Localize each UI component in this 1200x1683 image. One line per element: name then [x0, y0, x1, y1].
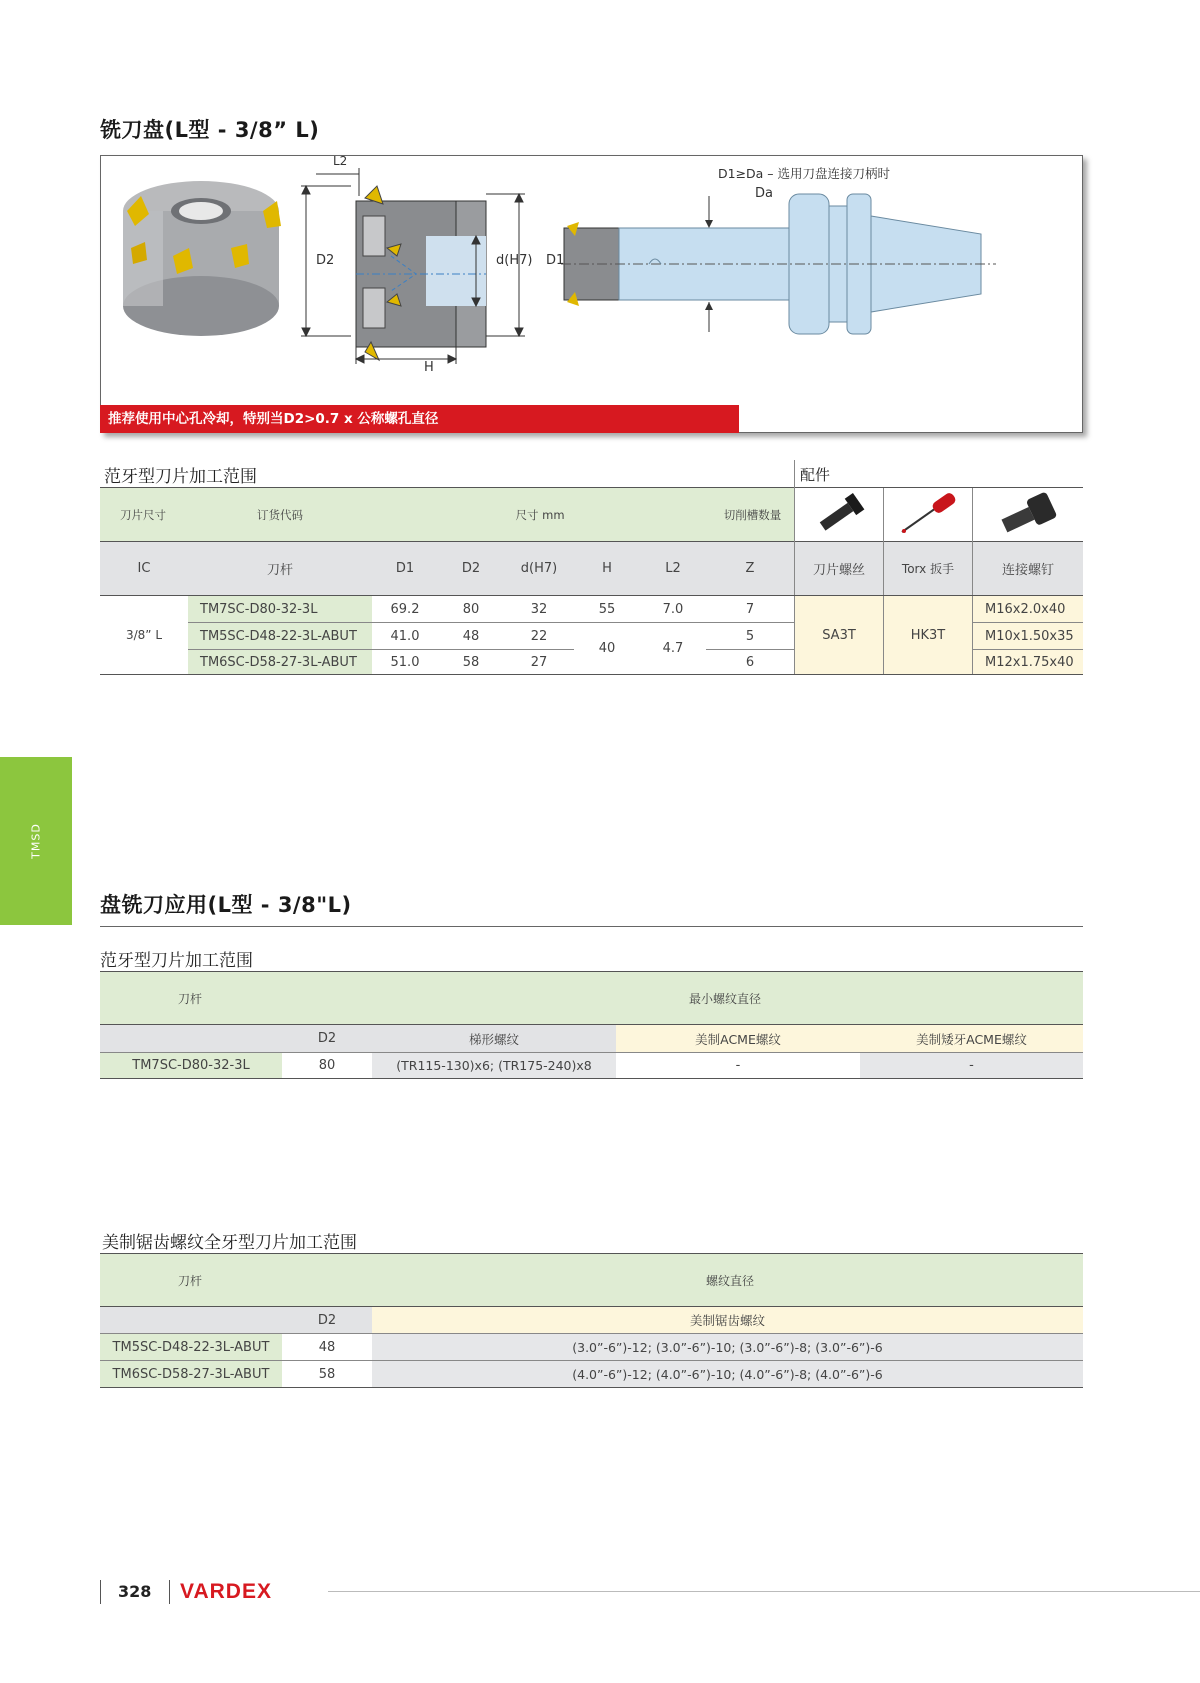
header-flutes: 切削槽数量: [723, 508, 782, 522]
col-d2: D2: [461, 560, 481, 576]
torx-wrench-icon: [883, 488, 972, 541]
label-dh7: d(H7): [496, 253, 533, 268]
table1-bottom-rule: [100, 674, 1083, 675]
row-sep-2b: [706, 649, 794, 650]
row23-h: 40: [598, 641, 616, 656]
row-sep-2c: [972, 649, 1083, 650]
label-h: H: [424, 360, 434, 375]
table3-header-thread-diam: 螺纹直径: [705, 1273, 754, 1288]
section2-rule: [100, 926, 1083, 927]
table1-subtitle: 范牙型刀片加工范围: [104, 467, 257, 487]
col-h: H: [602, 560, 612, 576]
page-number: 328: [118, 1582, 152, 1601]
footer-divider-left: [100, 1580, 101, 1604]
cross-section-drawing: [301, 168, 525, 364]
col-screw: 刀片螺丝: [794, 541, 883, 595]
table3-row2-buttress: (4.0”-6”)-12; (4.0”-6”)-10; (4.0”-6”)-8; (4.0”-6”)-6: [372, 1361, 1083, 1387]
milling-cutter-drawing: [101, 156, 1082, 432]
table3-row1-buttress: (3.0”-6”)-12; (3.0”-6”)-10; (3.0”-6”)-8; (3.0”-6”)-6: [372, 1334, 1083, 1360]
row3-d1: 51.0: [390, 654, 420, 670]
col-l2: L2: [665, 560, 681, 576]
table2-bottom-rule: [100, 1078, 1083, 1079]
table2-col-stub-acme: 美制矮牙ACME螺纹: [860, 1025, 1083, 1052]
table2-row1-acme: -: [735, 1058, 741, 1073]
table3-header-band: [100, 1254, 1083, 1306]
row1-l2: 7.0: [662, 601, 684, 617]
table1-header-band: [100, 488, 794, 541]
table2-header-holder: 刀杆: [177, 991, 202, 1006]
row-sep-1: [188, 622, 706, 623]
row3-d2: 58: [462, 654, 480, 670]
cutter-photo-icon: [123, 181, 281, 336]
table2-row1-d2: 80: [318, 1058, 336, 1073]
label-l2: L2: [333, 154, 348, 168]
table2-row1-stub-acme: -: [860, 1053, 1083, 1078]
coolant-banner: 推荐使用中心孔冷却，特别当D2>0.7 x 公称螺孔直径: [100, 405, 739, 433]
row1-d1: 69.2: [390, 601, 420, 617]
col-z: Z: [745, 560, 755, 576]
table2-col-acme: 美制ACME螺纹: [616, 1025, 860, 1052]
row1-dh7: 32: [530, 601, 548, 617]
table3-row2-holder: TM6SC-D58-27-3L-ABUT: [100, 1361, 282, 1387]
row-sep-1b: [706, 622, 794, 623]
table3-col-buttress: 美制锯齿螺纹: [372, 1307, 1083, 1333]
side-tab: [0, 757, 72, 925]
accessories-title: 配件: [800, 466, 831, 484]
row2-d1: 41.0: [390, 628, 420, 644]
holder-assembly-drawing: [561, 194, 996, 334]
footer-rule: [328, 1591, 1200, 1592]
row23-l2: 4.7: [662, 641, 684, 656]
table1-accessory-divider: [794, 460, 795, 488]
row-sep-2: [188, 649, 574, 650]
vardex-logo-text: VARDEX: [180, 1580, 272, 1603]
label-d1: D1: [546, 253, 565, 268]
table2-col-d2: D2: [282, 1025, 372, 1052]
table3-row2-d2: 58: [318, 1366, 336, 1382]
row3-conn: M12x1.75x40: [972, 650, 1083, 674]
side-tab-label: TMSD: [29, 823, 43, 859]
label-da: Da: [755, 186, 773, 201]
row1-z: 7: [745, 601, 755, 617]
screw-icon: [794, 488, 883, 541]
table2-col-trapezoidal: 梯形螺纹: [372, 1025, 616, 1052]
row2-z: 5: [745, 628, 755, 644]
wrench-value: HK3T: [883, 596, 972, 674]
section1-title: 铣刀盘(L型 - 3/8” L): [100, 118, 320, 142]
row1-d2: 80: [462, 601, 480, 617]
header-order-code: 订货代码: [257, 508, 303, 522]
header-dims: 尺寸 mm: [515, 508, 565, 522]
row1-conn: M16x2.0x40: [972, 596, 1083, 622]
col-conn: 连接螺钉: [972, 541, 1083, 595]
row1-h: 55: [598, 601, 616, 617]
ic-value: 3/8” L: [125, 628, 163, 642]
table2-header-min-diam: 最小螺纹直径: [688, 991, 761, 1006]
row2-dh7: 22: [530, 628, 548, 644]
product-figure: [100, 155, 1083, 433]
row2-holder: TM5SC-D48-22-3L-ABUT: [188, 623, 372, 649]
row-sep-1c: [972, 622, 1083, 623]
row3-holder: TM6SC-D58-27-3L-ABUT: [188, 650, 372, 674]
table2-header-band: [100, 972, 1083, 1024]
table3-row1-holder: TM5SC-D48-22-3L-ABUT: [100, 1334, 282, 1360]
row1-holder: TM7SC-D80-32-3L: [188, 596, 372, 622]
col-d1: D1: [395, 560, 415, 576]
table2-row1-holder: TM7SC-D80-32-3L: [100, 1053, 282, 1078]
header-insert-size: 刀片尺寸: [120, 508, 166, 522]
screw-value: SA3T: [794, 596, 883, 674]
socket-screw-icon: [972, 488, 1083, 541]
row2-d2: 48: [462, 628, 480, 644]
table2-row1-trapezoidal: (TR115-130)x6; (TR175-240)x8: [372, 1053, 616, 1078]
vardex-logo: [180, 1578, 315, 1608]
table3-header-holder: 刀杆: [177, 1273, 202, 1288]
table3-col-d2: D2: [282, 1307, 372, 1333]
footer-divider-mid: [169, 1580, 170, 1604]
col-dh7: d(H7): [520, 560, 558, 576]
label-d1-da-note: D1≥Da – 选用刀盘连接刀柄时: [718, 166, 891, 181]
table3-bottom-rule: [100, 1387, 1083, 1388]
section2-title: 盘铣刀应用(L型 - 3/8"L): [100, 893, 352, 917]
section3-subtitle: 美制锯齿螺纹全牙型刀片加工范围: [102, 1233, 357, 1253]
col-ic: IC: [137, 560, 151, 576]
col-holder: 刀杆: [266, 562, 293, 578]
row2-conn: M10x1.50x35: [972, 623, 1083, 649]
row3-z: 6: [745, 654, 755, 670]
row3-dh7: 27: [530, 654, 548, 670]
col-wrench: Torx 扳手: [883, 541, 972, 595]
label-d2: D2: [316, 253, 335, 268]
table3-row1-d2: 48: [318, 1339, 336, 1355]
section2-subtitle: 范牙型刀片加工范围: [100, 951, 253, 971]
